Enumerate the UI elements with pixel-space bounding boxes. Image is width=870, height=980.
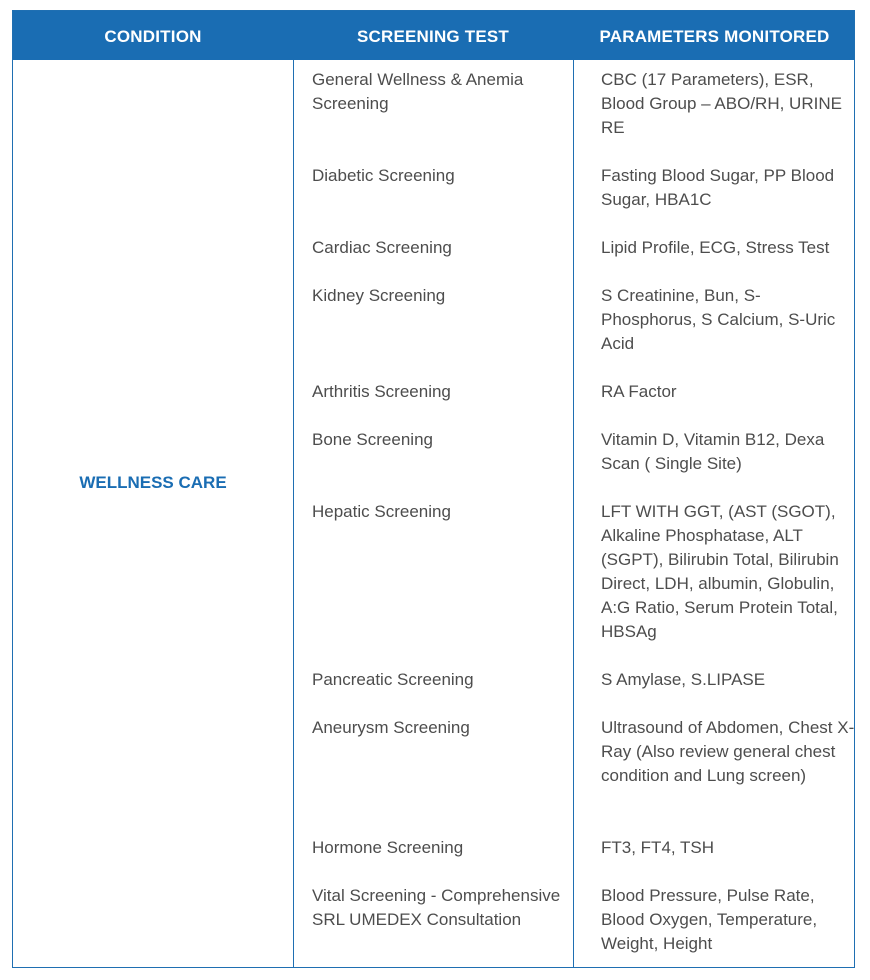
row-params: S Creatinine, Bun, S-Phosphorus, S Calcium, S-Uric Acid — [601, 286, 836, 353]
condition-label: WELLNESS CARE — [79, 473, 227, 492]
row-test: Diabetic Screening — [312, 166, 455, 185]
row-params: Vitamin D, Vitamin B12, Dexa Scan ( Single Site) — [601, 430, 825, 473]
header-parameters-monitored: PARAMETERS MONITORED — [599, 27, 830, 46]
row-test: Vital Screening - Comprehensive SRL UMEDEX Consultation — [312, 886, 561, 929]
column-divider — [293, 60, 294, 967]
row-test: Cardiac Screening — [312, 238, 452, 257]
row-test: Kidney Screening — [312, 286, 446, 305]
row-params: RA Factor — [601, 382, 677, 401]
header-screening-test: SCREENING TEST — [356, 27, 510, 46]
row-test: Bone Screening — [312, 430, 433, 449]
row-params: Lipid Profile, ECG, Stress Test — [601, 238, 830, 257]
row-test: Aneurysm Screening — [312, 718, 470, 737]
row-params: CBC (17 Parameters), ESR, Blood Group – ABO/RH, URINE RE — [601, 70, 842, 137]
row-test: Hepatic Screening — [312, 502, 451, 521]
row-test: General Wellness & Anemia Screening — [312, 70, 524, 113]
row-test: Hormone Screening — [312, 838, 464, 857]
row-test: Pancreatic Screening — [312, 670, 474, 689]
row-params: Blood Pressure, Pulse Rate, Blood Oxygen, Temperature, Weight, Height — [601, 886, 818, 953]
screening-table — [12, 10, 855, 968]
row-params: Fasting Blood Sugar, PP Blood Sugar, HBA1C — [601, 166, 835, 209]
row-params: Ultrasound of Abdomen, Chest X-Ray (Also review general chest condition and Lung screen) — [601, 718, 855, 785]
row-params: S Amylase, S.LIPASE — [601, 670, 766, 689]
row-test: Arthritis Screening — [312, 382, 451, 401]
table-header — [13, 11, 854, 60]
row-params: FT3, FT4, TSH — [601, 838, 715, 857]
column-divider — [573, 60, 574, 967]
row-params: LFT WITH GGT, (AST (SGOT), Alkaline Phosphatase, ALT (SGPT), Bilirubin Total, Bilirubin Direct, LDH, albumin, Globulin, A:G Ratio, Serum Protein Total, HBSAg — [601, 502, 839, 641]
header-condition: CONDITION — [104, 27, 202, 46]
